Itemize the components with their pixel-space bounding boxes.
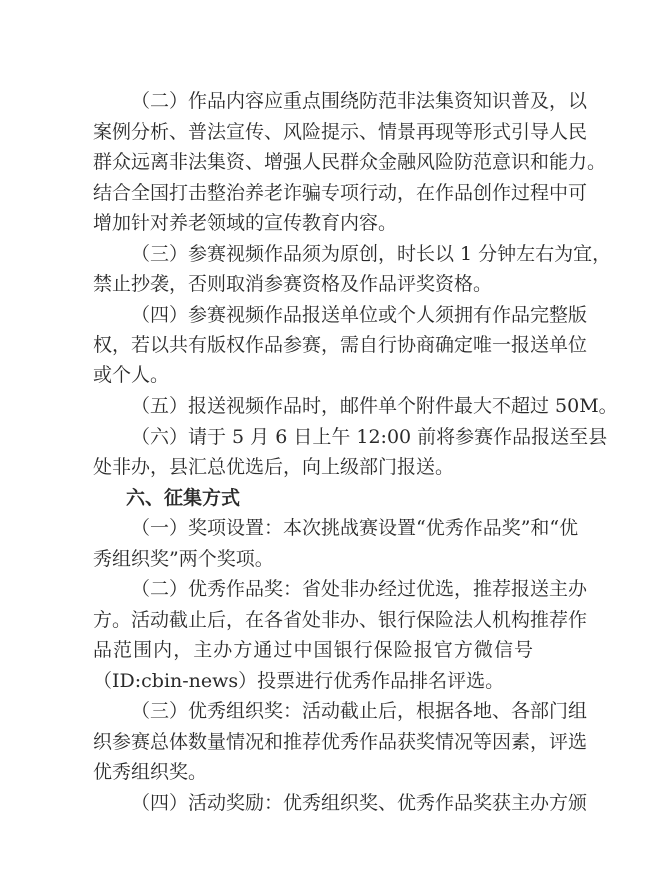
item-2-line-3: 品范围内，主办方通过中国银行保险报官方微信号 [93, 639, 533, 661]
paragraph-5-line-1: （五）报送视频作品时，邮件单个附件最大不超过 50M。 [131, 395, 618, 417]
item-3-line-2: 织参赛总体数量情况和推荐优秀作品获奖情况等因素，评选 [93, 731, 588, 753]
paragraph-2-line-2: 案例分析、普法宣传、风险提示、情景再现等形式引导人民 [93, 121, 588, 143]
paragraph-6-line-2: 处非办，县汇总优选后，向上级部门报送。 [93, 456, 455, 478]
item-4-line-1: （四）活动奖励：优秀组织奖、优秀作品奖获主办方颁 [131, 792, 588, 814]
item-3-line-1: （三）优秀组织奖：活动截止后，根据各地、各部门组 [131, 700, 588, 722]
paragraph-4-line-2: 权，若以共有版权作品参赛，需自行协商确定唯一报送单位 [93, 334, 588, 356]
paragraph-4-line-3: 或个人。 [93, 364, 170, 386]
paragraph-3-line-2: 禁止抄袭，否则取消参赛资格及作品评奖资格。 [93, 273, 493, 295]
item-2-line-2: 方。活动截止后，在各省处非办、银行保险法人机构推荐作 [93, 609, 588, 631]
item-1-line-2: 秀组织奖”两个奖项。 [93, 548, 274, 570]
section-heading: 六、征集方式 [126, 487, 241, 509]
paragraph-2-line-3: 群众远离非法集资、增强人民群众金融风险防范意识和能力。 [93, 151, 607, 173]
paragraph-2-line-1: （二）作品内容应重点围绕防范非法集资知识普及，以 [131, 90, 588, 112]
paragraph-2-line-5: 增加针对养老领域的宣传教育内容。 [93, 212, 398, 234]
paragraph-6-line-1: （六）请于 5 月 6 日上午 12:00 前将参赛作品报送至县 [131, 426, 608, 448]
item-2-line-4: （ID:cbin-news）投票进行优秀作品排名评选。 [93, 670, 505, 692]
item-3-line-3: 优秀组织奖。 [93, 761, 208, 783]
paragraph-4-line-1: （四）参赛视频作品报送单位或个人须拥有作品完整版 [131, 304, 588, 326]
item-1-line-1: （一）奖项设置：本次挑战赛设置“优秀作品奖”和“优 [131, 517, 579, 539]
paragraph-3-line-1: （三）参赛视频作品须为原创，时长以 1 分钟左右为宜， [131, 243, 612, 265]
paragraph-2-line-4: 结合全国打击整治养老诈骗专项行动，在作品创作过程中可 [93, 182, 588, 204]
item-2-line-1: （二）优秀作品奖：省处非办经过优选，推荐报送主办 [131, 578, 588, 600]
